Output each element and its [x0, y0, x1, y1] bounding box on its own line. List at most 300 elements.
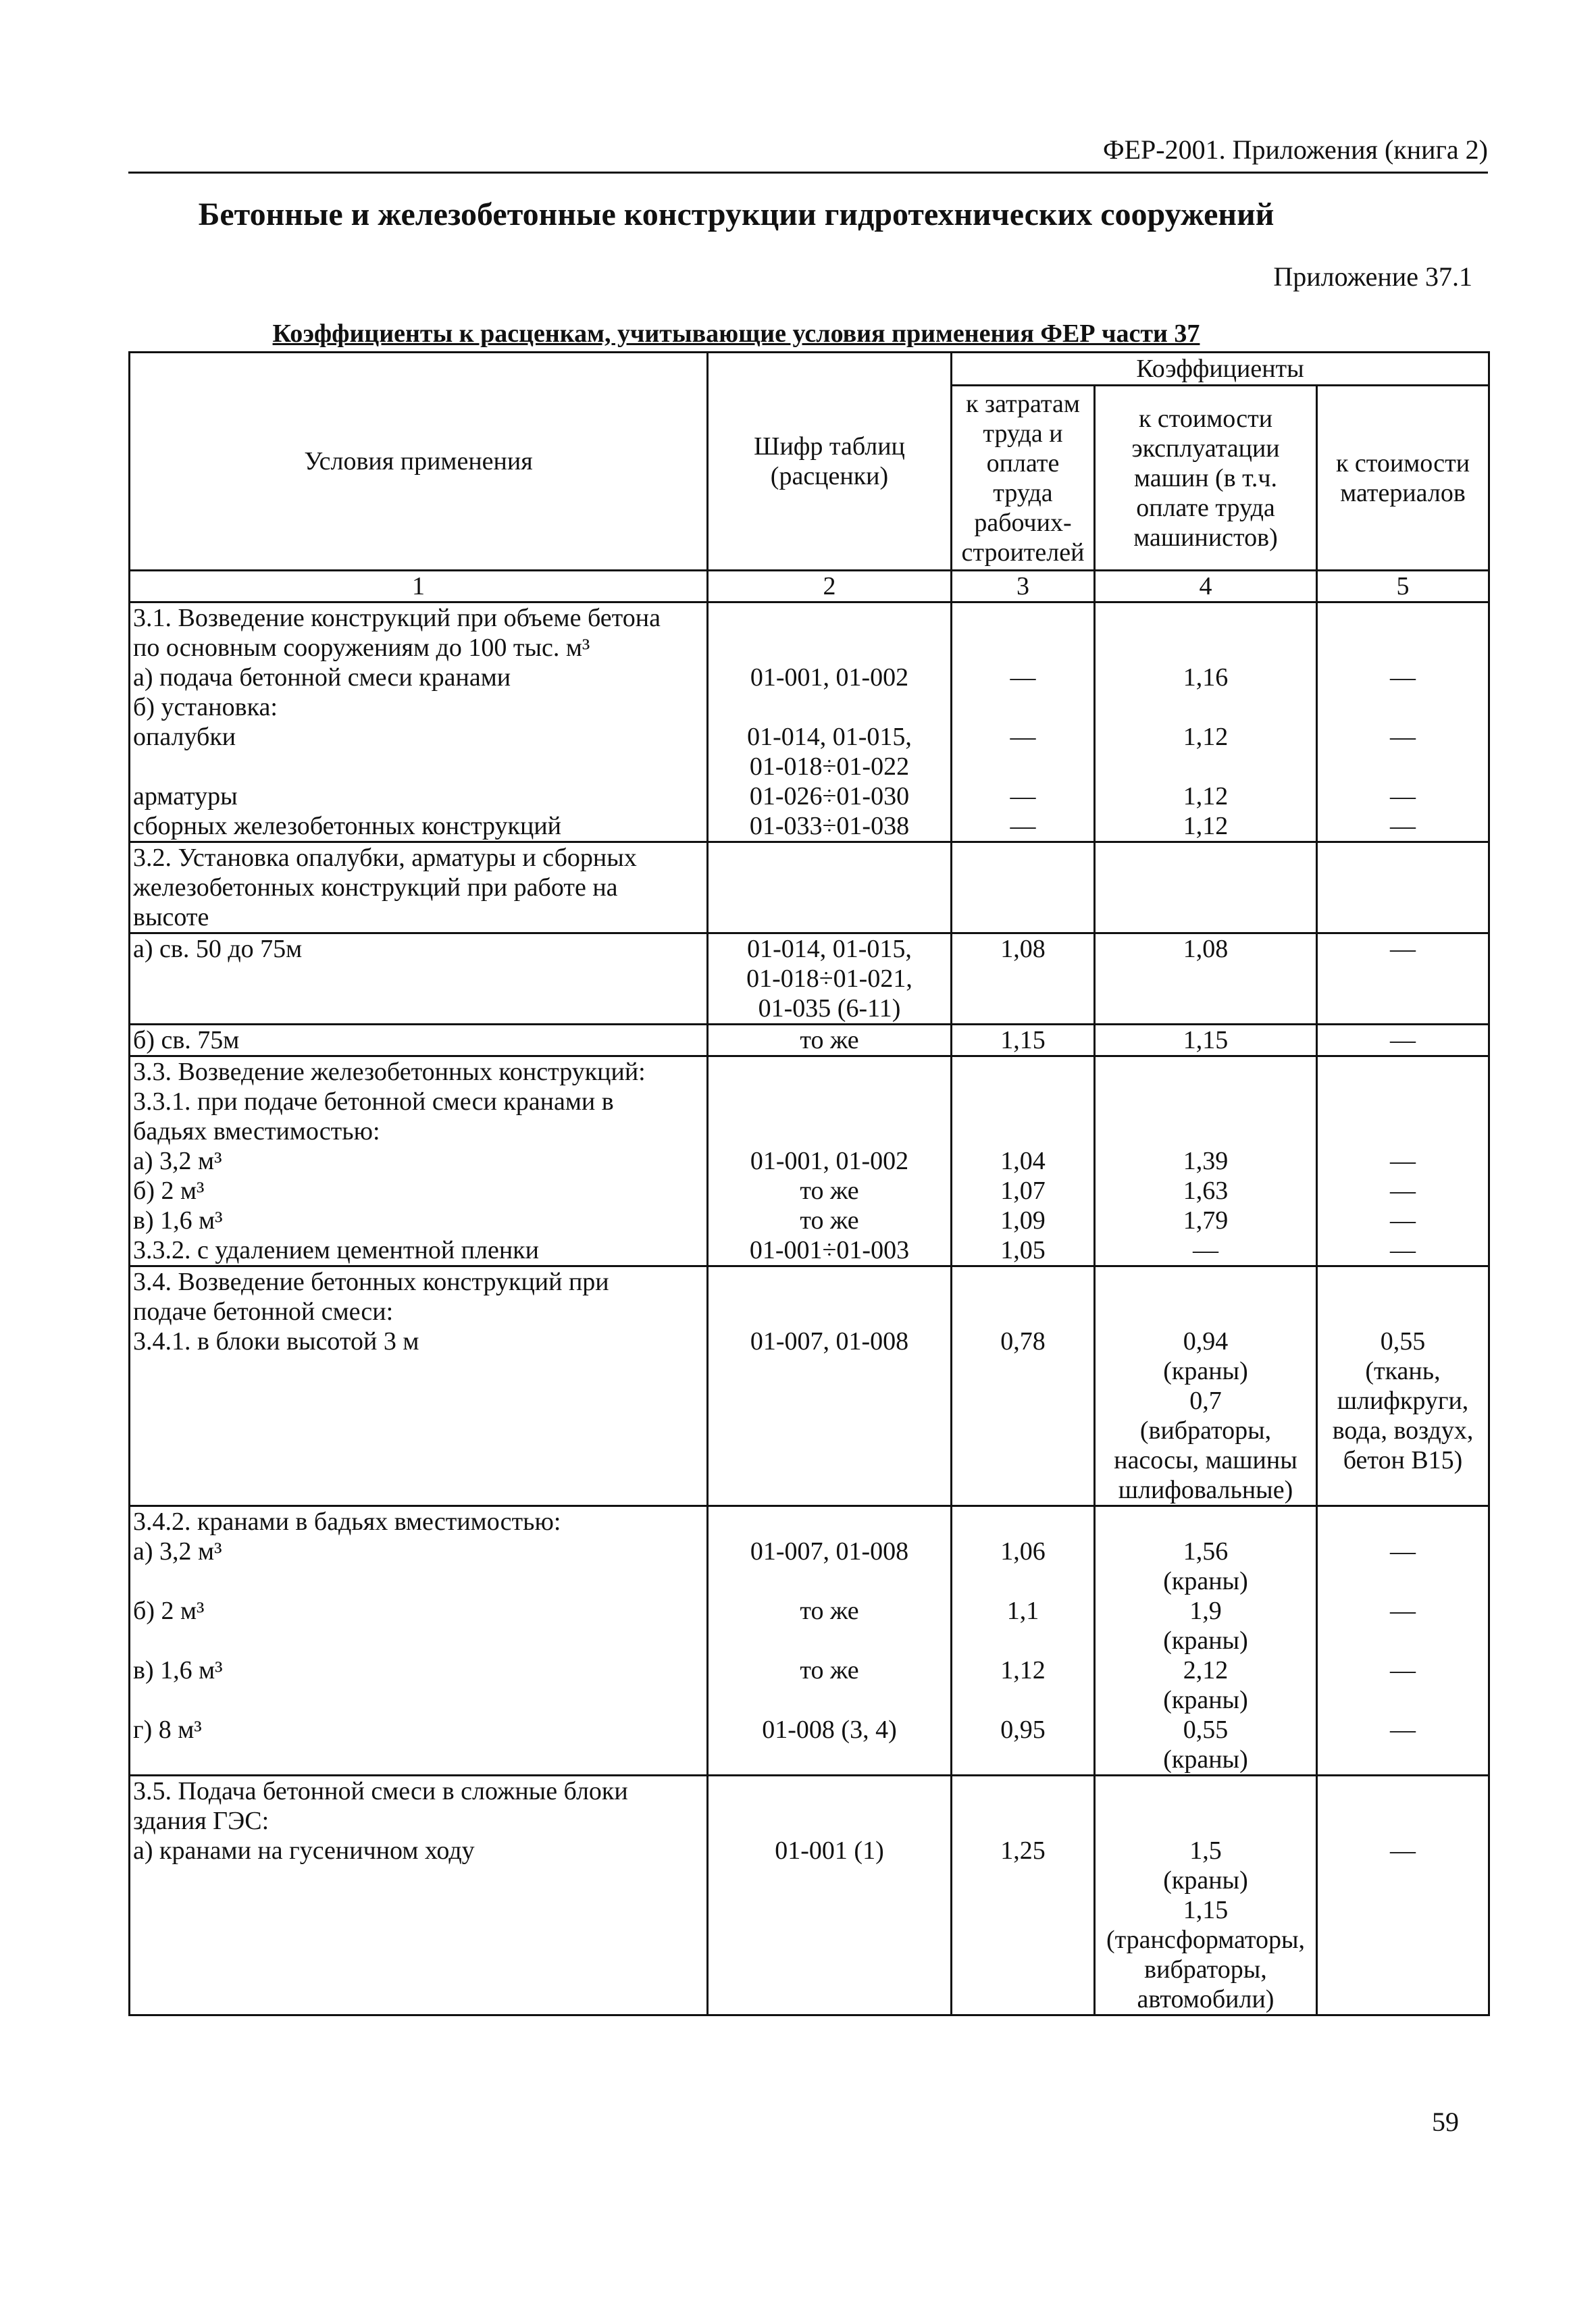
cell-line: [955, 964, 1091, 994]
machines-coef-cell: [1095, 1266, 1317, 1506]
conditions-cell: [130, 602, 708, 842]
cell-line: [1320, 1806, 1485, 1836]
col-number: 2: [708, 571, 952, 602]
cell-line: 3.3. Возведение железобетонных конструкций:: [133, 1058, 646, 1086]
cell-line: [711, 843, 948, 873]
cell-line: 1,15: [1000, 1026, 1046, 1054]
table-row: [130, 1506, 1489, 1776]
cell-line: [711, 1925, 948, 1955]
conditions-cell: [130, 1506, 708, 1776]
cell-line: 01-014, 01-015,: [747, 935, 912, 963]
cell-line: бадьях вместимостью:: [133, 1117, 380, 1146]
cell-line: [1098, 1116, 1313, 1146]
cell-line: 01-007, 01-008: [750, 1537, 909, 1566]
cell-line: б) установка:: [133, 693, 278, 721]
cell-line: —: [1390, 1177, 1416, 1205]
cell-line: —: [1390, 1716, 1416, 1744]
cell-line: [711, 1116, 948, 1146]
cell-line: а) св. 50 до 75м: [133, 935, 303, 963]
cell-line: [711, 1745, 948, 1774]
cell-line: 3.5. Подача бетонной смеси в сложные блоки: [133, 1777, 628, 1805]
cell-line: (ткань,: [1365, 1357, 1441, 1385]
cell-line: железобетонных конструкций при работе на: [133, 873, 618, 902]
cell-line: здания ГЭС:: [133, 1807, 269, 1835]
cell-line: [1320, 964, 1485, 994]
cell-line: [1320, 1866, 1485, 1895]
cell-line: —: [1390, 1026, 1416, 1054]
cell-line: 3.4. Возведение бетонных конструкций при: [133, 1268, 609, 1296]
cell-line: [955, 1626, 1091, 1655]
cell-line: [955, 1984, 1091, 2014]
cell-line: (краны): [1163, 1357, 1248, 1385]
cell-line: (вибраторы,: [1139, 1416, 1272, 1445]
cell-line: [711, 1895, 948, 1925]
cell-line: [711, 1507, 948, 1537]
cell-line: бетон В15): [1343, 1446, 1463, 1474]
cell-line: 01-001, 01-002: [750, 663, 909, 692]
cell-line: то же: [800, 1026, 859, 1054]
cell-line: 2,12: [1183, 1656, 1229, 1685]
header-labor: к затратам труда и оплате труда рабочих-строителей: [952, 386, 1095, 571]
cell-line: [711, 1356, 948, 1386]
cell-line: [711, 902, 948, 932]
cell-line: [711, 1806, 948, 1836]
cell-line: [711, 1267, 948, 1297]
cell-line: насосы, машины: [1114, 1446, 1297, 1474]
code-cell: [708, 1056, 952, 1266]
table-row: [130, 1266, 1489, 1506]
cell-line: [1098, 1057, 1313, 1087]
cell-line: 0,78: [1000, 1327, 1046, 1356]
cell-line: [711, 1445, 948, 1475]
machines-coef-cell: [1095, 1056, 1317, 1266]
labor-coef-cell: [952, 842, 1095, 933]
cell-line: 0,95: [1000, 1716, 1046, 1744]
cell-line: 0,7: [1189, 1387, 1222, 1415]
table-header-row: [130, 353, 1489, 386]
page-number: 59: [1432, 2107, 1459, 2137]
header-coefficients: Коэффициенты: [952, 353, 1489, 386]
cell-line: 3.3.2. с удалением цементной пленки: [133, 1236, 539, 1264]
cell-line: 3.4.2. кранами в бадьях вместимостью:: [133, 1508, 561, 1536]
cell-line: [1320, 1475, 1485, 1505]
table-caption: Коэффициенты к расценкам, учитывающие условия применения ФЕР части 37: [272, 319, 1200, 348]
cell-line: а) подача бетонной смеси кранами: [133, 663, 511, 692]
cell-line: [1098, 843, 1313, 873]
cell-line: (трансформаторы,: [1106, 1926, 1306, 1954]
cell-line: 1,05: [1000, 1236, 1046, 1264]
cell-line: [1098, 692, 1313, 722]
cell-line: [1320, 752, 1485, 781]
cell-line: [133, 1925, 704, 1955]
header-conditions: Условия применения: [130, 353, 708, 571]
cell-line: 1,16: [1183, 663, 1229, 692]
cell-line: [1098, 1297, 1313, 1327]
cell-line: [955, 1895, 1091, 1925]
labor-coef-cell: [952, 1776, 1095, 2015]
cell-line: [1320, 1984, 1485, 2014]
cell-line: [133, 1895, 704, 1925]
cell-line: [711, 1297, 948, 1327]
cell-line: то же: [800, 1206, 859, 1235]
cell-line: вибраторы,: [1144, 1955, 1267, 1984]
cell-line: [1320, 1925, 1485, 1955]
cell-line: 0,55: [1380, 1327, 1426, 1356]
cell-line: [711, 1386, 948, 1416]
cell-line: 01-014, 01-015,: [747, 723, 912, 751]
cell-line: [711, 1057, 948, 1087]
cell-line: [955, 994, 1091, 1023]
cell-line: [1320, 1955, 1485, 1984]
cell-line: 1,63: [1183, 1177, 1229, 1205]
header-code: Шифр таблиц (расценки): [708, 353, 952, 571]
cell-line: [1098, 873, 1313, 902]
cell-line: [711, 633, 948, 663]
conditions-cell: [130, 1266, 708, 1506]
cell-line: —: [1390, 1147, 1416, 1175]
cell-line: а) кранами на гусеничном ходу: [133, 1836, 475, 1865]
cell-line: [1320, 1267, 1485, 1297]
cell-line: —: [1390, 812, 1416, 840]
cell-line: [1320, 1685, 1485, 1715]
cell-line: [711, 1866, 948, 1895]
cell-line: 01-018÷01-021,: [746, 965, 912, 993]
cell-line: 01-018÷01-022: [749, 752, 910, 781]
cell-line: [1098, 902, 1313, 932]
cell-line: 3.4.1. в блоки высотой 3 м: [133, 1327, 419, 1356]
cell-line: [133, 1955, 704, 1984]
cell-line: [1098, 603, 1313, 633]
cell-line: [1320, 1745, 1485, 1774]
cell-line: [1098, 752, 1313, 781]
cell-line: [711, 1955, 948, 1984]
code-cell: [708, 1506, 952, 1776]
cell-line: 1,07: [1000, 1177, 1046, 1205]
cell-line: [1098, 1267, 1313, 1297]
cell-line: 01-026÷01-030: [749, 782, 910, 811]
materials-coef-cell: [1317, 1506, 1489, 1776]
cell-line: —: [1390, 935, 1416, 963]
cell-line: б) 2 м³: [133, 1177, 205, 1205]
cell-line: [955, 1475, 1091, 1505]
cell-line: 1,12: [1183, 782, 1229, 811]
cell-line: [133, 1745, 704, 1774]
cell-line: [133, 1626, 704, 1655]
cell-line: —: [1390, 1206, 1416, 1235]
cell-line: [1320, 1566, 1485, 1596]
labor-coef-cell: [952, 933, 1095, 1025]
cell-line: [1320, 1297, 1485, 1327]
cell-line: —: [1390, 723, 1416, 751]
coefficients-table: [128, 351, 1490, 2016]
cell-line: [1320, 902, 1485, 932]
table-row: [130, 1776, 1489, 2015]
cell-line: [1320, 994, 1485, 1023]
cell-line: 01-008 (3, 4): [762, 1716, 897, 1744]
cell-line: опалубки: [133, 723, 236, 751]
cell-line: [711, 1685, 948, 1715]
cell-line: [1098, 1087, 1313, 1116]
cell-line: [955, 902, 1091, 932]
cell-line: 01-007, 01-008: [750, 1327, 909, 1356]
cell-line: [133, 1566, 704, 1596]
cell-line: [955, 1925, 1091, 1955]
cell-line: 1,08: [1183, 935, 1229, 963]
labor-coef-cell: [952, 1056, 1095, 1266]
cell-line: [133, 1984, 704, 2014]
col-number: 1: [130, 571, 708, 602]
table-row: [130, 842, 1489, 933]
cell-line: [133, 994, 704, 1023]
cell-line: 1,25: [1000, 1836, 1046, 1865]
cell-line: арматуры: [133, 782, 238, 811]
page-header: ФЕР-2001. Приложения (книга 2): [1103, 134, 1488, 165]
machines-coef-cell: [1095, 1506, 1317, 1776]
cell-line: [955, 1866, 1091, 1895]
cell-line: 1,12: [1000, 1656, 1046, 1685]
cell-line: [955, 1445, 1091, 1475]
cell-line: [133, 1475, 704, 1505]
cell-line: 01-033÷01-038: [749, 812, 910, 840]
cell-line: [1098, 1776, 1313, 1806]
cell-line: [711, 1626, 948, 1655]
machines-coef-cell: [1095, 842, 1317, 933]
materials-coef-cell: [1317, 842, 1489, 933]
cell-line: [955, 1566, 1091, 1596]
cell-line: [955, 1685, 1091, 1715]
cell-line: [133, 1356, 704, 1386]
table-body: [130, 602, 1489, 2015]
conditions-cell: [130, 842, 708, 933]
materials-coef-cell: [1317, 602, 1489, 842]
cell-line: [711, 873, 948, 902]
cell-line: —: [1010, 782, 1036, 811]
cell-line: [955, 603, 1091, 633]
cell-line: [1320, 1087, 1485, 1116]
cell-line: 1,06: [1000, 1537, 1046, 1566]
cell-line: [955, 633, 1091, 663]
header-machines: к стоимости эксплуатации машин (в т.ч. оплате труда машинистов): [1095, 386, 1317, 571]
cell-line: [1098, 994, 1313, 1023]
cell-line: [711, 1087, 948, 1116]
cell-line: 01-001, 01-002: [750, 1147, 909, 1175]
cell-line: то же: [800, 1656, 859, 1685]
table-row: [130, 1025, 1489, 1056]
code-cell: [708, 602, 952, 842]
cell-line: —: [1010, 663, 1036, 692]
cell-line: —: [1390, 1236, 1416, 1264]
cell-line: (краны): [1163, 1745, 1248, 1774]
machines-coef-cell: [1095, 1776, 1317, 2015]
table-row: [130, 1056, 1489, 1266]
cell-line: —: [1193, 1236, 1218, 1264]
cell-line: то же: [800, 1597, 859, 1625]
conditions-cell: [130, 1056, 708, 1266]
cell-line: [955, 843, 1091, 873]
cell-line: 1,79: [1183, 1206, 1229, 1235]
cell-line: [955, 1776, 1091, 1806]
cell-line: [955, 1267, 1091, 1297]
cell-line: (краны): [1163, 1567, 1248, 1595]
cell-line: —: [1390, 663, 1416, 692]
cell-line: [955, 1507, 1091, 1537]
cell-line: 1,39: [1183, 1147, 1229, 1175]
cell-line: 1,09: [1000, 1206, 1046, 1235]
cell-line: 1,15: [1183, 1026, 1229, 1054]
cell-line: [1320, 843, 1485, 873]
labor-coef-cell: [952, 1506, 1095, 1776]
cell-line: автомобили): [1137, 1985, 1275, 2013]
cell-line: (краны): [1163, 1866, 1248, 1895]
cell-line: 1,5: [1189, 1836, 1222, 1865]
labor-coef-cell: [952, 1266, 1095, 1506]
cell-line: [1320, 1116, 1485, 1146]
cell-line: высоте: [133, 903, 209, 931]
cell-line: (краны): [1163, 1626, 1248, 1655]
conditions-cell: [130, 933, 708, 1025]
cell-line: [133, 964, 704, 994]
cell-line: [1098, 1806, 1313, 1836]
cell-line: (краны): [1163, 1686, 1248, 1714]
cell-line: б) 2 м³: [133, 1597, 205, 1625]
header-rule: [128, 172, 1488, 174]
cell-line: [133, 752, 704, 781]
cell-line: [711, 692, 948, 722]
cell-line: [1320, 603, 1485, 633]
cell-line: 1,56: [1183, 1537, 1229, 1566]
labor-coef-cell: [952, 1025, 1095, 1056]
machines-coef-cell: [1095, 933, 1317, 1025]
cell-line: 0,55: [1183, 1716, 1229, 1744]
cell-line: [133, 1685, 704, 1715]
cell-line: 3.2. Установка опалубки, арматуры и сборных: [133, 844, 637, 872]
cell-line: [711, 603, 948, 633]
cell-line: шлифкруги,: [1337, 1387, 1469, 1415]
cell-line: в) 1,6 м³: [133, 1656, 223, 1685]
code-cell: [708, 1266, 952, 1506]
cell-line: [955, 1057, 1091, 1087]
cell-line: [955, 1297, 1091, 1327]
cell-line: [1098, 633, 1313, 663]
materials-coef-cell: [1317, 1025, 1489, 1056]
cell-line: а) 3,2 м³: [133, 1147, 222, 1175]
materials-coef-cell: [1317, 1266, 1489, 1506]
cell-line: [1320, 1895, 1485, 1925]
cell-line: [955, 692, 1091, 722]
code-cell: [708, 1025, 952, 1056]
cell-line: [955, 1416, 1091, 1445]
cell-line: [711, 1776, 948, 1806]
cell-line: 1,12: [1183, 812, 1229, 840]
cell-line: 3.3.1. при подаче бетонной смеси кранами в: [133, 1087, 614, 1116]
cell-line: а) 3,2 м³: [133, 1537, 222, 1566]
cell-line: [133, 1386, 704, 1416]
cell-line: [955, 1356, 1091, 1386]
cell-line: по основным сооружениям до 100 тыс. м³: [133, 634, 590, 662]
cell-line: то же: [800, 1177, 859, 1205]
cell-line: сборных железобетонных конструкций: [133, 812, 562, 840]
cell-line: [1320, 1057, 1485, 1087]
cell-line: 1,15: [1183, 1896, 1229, 1924]
cell-line: —: [1390, 1537, 1416, 1566]
cell-line: —: [1390, 1656, 1416, 1685]
cell-line: 01-001 (1): [775, 1836, 884, 1865]
cell-line: 0,94: [1183, 1327, 1229, 1356]
cell-line: шлифовальные): [1118, 1476, 1293, 1504]
machines-coef-cell: [1095, 602, 1317, 842]
col-number: 5: [1317, 571, 1489, 602]
cell-line: [955, 752, 1091, 781]
conditions-cell: [130, 1025, 708, 1056]
cell-line: 1,1: [1006, 1597, 1039, 1625]
cell-line: [1320, 1626, 1485, 1655]
materials-coef-cell: [1317, 1056, 1489, 1266]
code-cell: [708, 933, 952, 1025]
cell-line: [711, 1416, 948, 1445]
materials-coef-cell: [1317, 933, 1489, 1025]
code-cell: [708, 842, 952, 933]
cell-line: —: [1390, 782, 1416, 811]
col-number: 3: [952, 571, 1095, 602]
cell-line: 1,04: [1000, 1147, 1046, 1175]
cell-line: [955, 1955, 1091, 1984]
code-cell: [708, 1776, 952, 2015]
cell-line: [1098, 964, 1313, 994]
conditions-cell: [130, 1776, 708, 2015]
cell-line: [955, 873, 1091, 902]
appendix-label: Приложение 37.1: [1273, 261, 1472, 292]
cell-line: 1,9: [1189, 1597, 1222, 1625]
column-numbers-row: [130, 571, 1489, 602]
cell-line: [955, 1386, 1091, 1416]
cell-line: [1098, 1507, 1313, 1537]
cell-line: —: [1390, 1597, 1416, 1625]
col-number: 4: [1095, 571, 1317, 602]
cell-line: [711, 1475, 948, 1505]
page-title: Бетонные и железобетонные конструкции гидротехнических сооружений: [198, 197, 1275, 232]
cell-line: подаче бетонной смеси:: [133, 1297, 394, 1326]
cell-line: —: [1010, 723, 1036, 751]
materials-coef-cell: [1317, 1776, 1489, 2015]
cell-line: [1320, 633, 1485, 663]
cell-line: [1320, 873, 1485, 902]
cell-line: [1320, 692, 1485, 722]
cell-line: [133, 1445, 704, 1475]
cell-line: —: [1390, 1836, 1416, 1865]
cell-line: г) 8 м³: [133, 1716, 202, 1744]
cell-line: 1,12: [1183, 723, 1229, 751]
cell-line: 01-035 (6-11): [758, 994, 901, 1023]
cell-line: [711, 1566, 948, 1596]
table-row: [130, 602, 1489, 842]
cell-line: б) св. 75м: [133, 1026, 240, 1054]
labor-coef-cell: [952, 602, 1095, 842]
cell-line: вода, воздух,: [1332, 1416, 1474, 1445]
cell-line: [955, 1087, 1091, 1116]
cell-line: 3.1. Возведение конструкций при объеме бетона: [133, 604, 661, 632]
cell-line: [133, 1416, 704, 1445]
table-row: [130, 933, 1489, 1025]
cell-line: [1320, 1776, 1485, 1806]
machines-coef-cell: [1095, 1025, 1317, 1056]
cell-line: 1,08: [1000, 935, 1046, 963]
cell-line: [1320, 1507, 1485, 1537]
cell-line: [133, 1866, 704, 1895]
cell-line: —: [1010, 812, 1036, 840]
cell-line: [955, 1806, 1091, 1836]
cell-line: [711, 1984, 948, 2014]
cell-line: 01-001÷01-003: [749, 1236, 910, 1264]
